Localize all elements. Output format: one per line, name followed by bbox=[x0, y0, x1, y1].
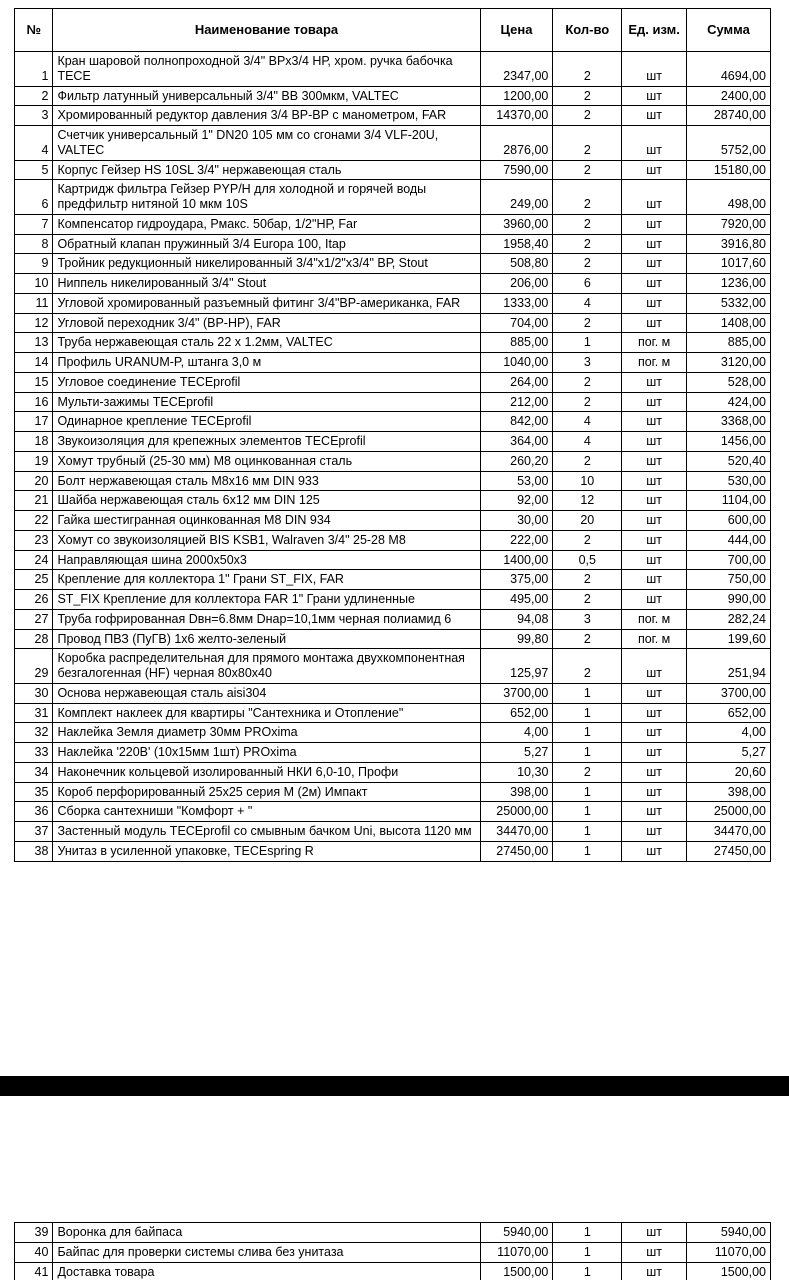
cell-number: 8 bbox=[15, 234, 53, 254]
cell-number: 9 bbox=[15, 254, 53, 274]
cell-price: 249,00 bbox=[480, 180, 553, 215]
cell-sum: 282,24 bbox=[686, 609, 770, 629]
table-row bbox=[15, 392, 771, 412]
cell-price: 1400,00 bbox=[480, 550, 553, 570]
cell-number: 1 bbox=[15, 52, 53, 87]
table-row bbox=[15, 550, 771, 570]
cell-quantity: 4 bbox=[553, 432, 622, 452]
table-row bbox=[15, 743, 771, 763]
cell-number: 24 bbox=[15, 550, 53, 570]
cell-quantity: 1 bbox=[553, 683, 622, 703]
cell-quantity: 2 bbox=[553, 451, 622, 471]
items-table-upper bbox=[14, 8, 771, 862]
table-row bbox=[15, 609, 771, 629]
cell-quantity: 2 bbox=[553, 106, 622, 126]
cell-name: Наклейка '220В' (10х15мм 1шт) PROxima bbox=[53, 743, 480, 763]
cell-sum: 1017,60 bbox=[686, 254, 770, 274]
cell-name: Провод ПВЗ (ПуГВ) 1х6 желто-зеленый bbox=[53, 629, 480, 649]
cell-unit: шт bbox=[622, 570, 687, 590]
cell-quantity: 12 bbox=[553, 491, 622, 511]
cell-unit: пог. м bbox=[622, 629, 687, 649]
cell-name: Труба гофрированная Dвн=6.8мм Dнар=10,1мм черная полиамид 6 bbox=[53, 609, 480, 629]
cell-sum: 652,00 bbox=[686, 703, 770, 723]
cell-quantity: 2 bbox=[553, 530, 622, 550]
cell-quantity: 1 bbox=[553, 333, 622, 353]
cell-unit: шт bbox=[622, 471, 687, 491]
cell-sum: 498,00 bbox=[686, 180, 770, 215]
cell-name: Фильтр латунный универсальный 3/4" ВВ 300мкм, VALTEC bbox=[53, 86, 480, 106]
cell-name: Звукоизоляция для крепежных элементов TECEprofil bbox=[53, 432, 480, 452]
cell-price: 4,00 bbox=[480, 723, 553, 743]
cell-price: 3960,00 bbox=[480, 214, 553, 234]
cell-name: Воронка для байпаса bbox=[53, 1223, 480, 1243]
cell-unit: пог. м bbox=[622, 333, 687, 353]
cell-number: 37 bbox=[15, 822, 53, 842]
cell-name: Профиль URANUM-P, штанга 3,0 м bbox=[53, 353, 480, 373]
cell-name: Коробка распределительная для прямого монтажа двухкомпонентная безгалогенная (HF) черная 80х80х40 bbox=[53, 649, 480, 684]
cell-unit: шт bbox=[622, 683, 687, 703]
cell-price: 11070,00 bbox=[480, 1242, 553, 1262]
table-row bbox=[15, 511, 771, 531]
table-row bbox=[15, 471, 771, 491]
table-row bbox=[15, 683, 771, 703]
cell-number: 3 bbox=[15, 106, 53, 126]
cell-number: 15 bbox=[15, 372, 53, 392]
cell-unit: шт bbox=[622, 313, 687, 333]
column-header-quantity: Кол-во bbox=[553, 9, 622, 52]
cell-unit: шт bbox=[622, 392, 687, 412]
cell-name: Доставка товара bbox=[53, 1262, 480, 1280]
table-row bbox=[15, 1223, 771, 1243]
column-header-sum: Сумма bbox=[686, 9, 770, 52]
cell-price: 375,00 bbox=[480, 570, 553, 590]
table-row bbox=[15, 254, 771, 274]
cell-sum: 520,40 bbox=[686, 451, 770, 471]
cell-price: 222,00 bbox=[480, 530, 553, 550]
cell-quantity: 2 bbox=[553, 52, 622, 87]
cell-quantity: 2 bbox=[553, 180, 622, 215]
cell-sum: 1104,00 bbox=[686, 491, 770, 511]
table-row bbox=[15, 180, 771, 215]
table-row bbox=[15, 530, 771, 550]
cell-price: 1200,00 bbox=[480, 86, 553, 106]
cell-quantity: 1 bbox=[553, 1242, 622, 1262]
cell-name: Тройник редукционный никелированный 3/4"х1/2"х3/4" ВР, Stout bbox=[53, 254, 480, 274]
cell-name: Наклейка Земля диаметр 30мм PROxima bbox=[53, 723, 480, 743]
cell-quantity: 2 bbox=[553, 254, 622, 274]
cell-sum: 700,00 bbox=[686, 550, 770, 570]
cell-sum: 750,00 bbox=[686, 570, 770, 590]
cell-unit: шт bbox=[622, 743, 687, 763]
cell-sum: 5332,00 bbox=[686, 293, 770, 313]
table-row bbox=[15, 1242, 771, 1262]
cell-unit: шт bbox=[622, 822, 687, 842]
cell-sum: 600,00 bbox=[686, 511, 770, 531]
cell-unit: шт bbox=[622, 451, 687, 471]
cell-price: 99,80 bbox=[480, 629, 553, 649]
cell-name: Труба нержавеющая сталь 22 х 1.2мм, VALTEC bbox=[53, 333, 480, 353]
cell-sum: 5,27 bbox=[686, 743, 770, 763]
cell-name: Гайка шестигранная оцинкованная М8 DIN 934 bbox=[53, 511, 480, 531]
cell-sum: 34470,00 bbox=[686, 822, 770, 842]
cell-name: Компенсатор гидроудара, Рмакс. 50бар, 1/2"НР, Far bbox=[53, 214, 480, 234]
cell-number: 29 bbox=[15, 649, 53, 684]
cell-price: 398,00 bbox=[480, 782, 553, 802]
cell-number: 10 bbox=[15, 274, 53, 294]
cell-unit: шт bbox=[622, 590, 687, 610]
cell-unit: шт bbox=[622, 511, 687, 531]
cell-name: Унитаз в усиленной упаковке, TECEspring R bbox=[53, 841, 480, 861]
cell-unit: шт bbox=[622, 723, 687, 743]
cell-unit: шт bbox=[622, 293, 687, 313]
cell-unit: шт bbox=[622, 432, 687, 452]
cell-sum: 199,60 bbox=[686, 629, 770, 649]
cell-name: Угловой переходник 3/4" (ВР-НР), FAR bbox=[53, 313, 480, 333]
cell-price: 508,80 bbox=[480, 254, 553, 274]
cell-unit: шт bbox=[622, 254, 687, 274]
cell-name: Наконечник кольцевой изолированный НКИ 6,0-10, Профи bbox=[53, 762, 480, 782]
cell-number: 11 bbox=[15, 293, 53, 313]
cell-sum: 530,00 bbox=[686, 471, 770, 491]
cell-number: 18 bbox=[15, 432, 53, 452]
cell-name: Крепление для коллектора 1" Грани ST_FIX, FAR bbox=[53, 570, 480, 590]
cell-sum: 5752,00 bbox=[686, 126, 770, 161]
cell-price: 260,20 bbox=[480, 451, 553, 471]
cell-number: 20 bbox=[15, 471, 53, 491]
cell-quantity: 1 bbox=[553, 743, 622, 763]
cell-quantity: 3 bbox=[553, 353, 622, 373]
cell-number: 41 bbox=[15, 1262, 53, 1280]
cell-sum: 424,00 bbox=[686, 392, 770, 412]
cell-name: Угловое соединение TECEprofil bbox=[53, 372, 480, 392]
cell-quantity: 2 bbox=[553, 629, 622, 649]
cell-price: 7590,00 bbox=[480, 160, 553, 180]
cell-name: Комплект наклеек для квартиры "Сантехника и Отопление" bbox=[53, 703, 480, 723]
table-row bbox=[15, 649, 771, 684]
cell-price: 1958,40 bbox=[480, 234, 553, 254]
cell-unit: шт bbox=[622, 703, 687, 723]
table-row bbox=[15, 333, 771, 353]
cell-name: Болт нержавеющая сталь М8х16 мм DIN 933 bbox=[53, 471, 480, 491]
table-row bbox=[15, 1262, 771, 1280]
cell-name: Короб перфорированный 25х25 серия М (2м) Импакт bbox=[53, 782, 480, 802]
cell-unit: шт bbox=[622, 214, 687, 234]
cell-sum: 4,00 bbox=[686, 723, 770, 743]
table-row bbox=[15, 703, 771, 723]
cell-number: 21 bbox=[15, 491, 53, 511]
cell-sum: 3916,80 bbox=[686, 234, 770, 254]
cell-quantity: 2 bbox=[553, 313, 622, 333]
cell-price: 27450,00 bbox=[480, 841, 553, 861]
cell-number: 34 bbox=[15, 762, 53, 782]
table-row bbox=[15, 160, 771, 180]
cell-quantity: 2 bbox=[553, 234, 622, 254]
column-header-name: Наименование товара bbox=[53, 9, 480, 52]
cell-price: 264,00 bbox=[480, 372, 553, 392]
column-header-price: Цена bbox=[480, 9, 553, 52]
cell-name: Угловой хромированный разъемный фитинг 3/4"ВР-американка, FAR bbox=[53, 293, 480, 313]
page-separator-bar bbox=[0, 1076, 789, 1096]
cell-price: 125,97 bbox=[480, 649, 553, 684]
cell-price: 885,00 bbox=[480, 333, 553, 353]
cell-price: 364,00 bbox=[480, 432, 553, 452]
cell-unit: шт bbox=[622, 372, 687, 392]
cell-quantity: 2 bbox=[553, 649, 622, 684]
table-row bbox=[15, 723, 771, 743]
cell-unit: пог. м bbox=[622, 609, 687, 629]
cell-number: 32 bbox=[15, 723, 53, 743]
cell-price: 10,30 bbox=[480, 762, 553, 782]
cell-quantity: 2 bbox=[553, 570, 622, 590]
cell-price: 212,00 bbox=[480, 392, 553, 412]
cell-quantity: 2 bbox=[553, 126, 622, 161]
cell-sum: 528,00 bbox=[686, 372, 770, 392]
cell-quantity: 2 bbox=[553, 590, 622, 610]
cell-unit: шт bbox=[622, 160, 687, 180]
cell-price: 5940,00 bbox=[480, 1223, 553, 1243]
cell-name: Обратный клапан пружинный 3/4 Europa 100, Itap bbox=[53, 234, 480, 254]
items-table-lower-wrap bbox=[14, 1222, 771, 1280]
cell-name: Кран шаровой полнопроходной 3/4" ВРх3/4 НР, хром. ручка бабочка TECE bbox=[53, 52, 480, 87]
cell-number: 19 bbox=[15, 451, 53, 471]
cell-quantity: 20 bbox=[553, 511, 622, 531]
cell-sum: 3120,00 bbox=[686, 353, 770, 373]
cell-sum: 27450,00 bbox=[686, 841, 770, 861]
cell-quantity: 1 bbox=[553, 782, 622, 802]
cell-quantity: 1 bbox=[553, 1223, 622, 1243]
cell-name: Хомут со звукоизоляцией BIS KSB1, Walraven 3/4" 25-28 М8 bbox=[53, 530, 480, 550]
cell-sum: 3700,00 bbox=[686, 683, 770, 703]
cell-sum: 7920,00 bbox=[686, 214, 770, 234]
cell-sum: 25000,00 bbox=[686, 802, 770, 822]
table-row bbox=[15, 313, 771, 333]
cell-number: 2 bbox=[15, 86, 53, 106]
cell-unit: шт bbox=[622, 841, 687, 861]
cell-unit: шт bbox=[622, 52, 687, 87]
items-table-lower bbox=[14, 1222, 771, 1280]
table-row bbox=[15, 841, 771, 861]
cell-number: 5 bbox=[15, 160, 53, 180]
cell-quantity: 6 bbox=[553, 274, 622, 294]
cell-sum: 251,94 bbox=[686, 649, 770, 684]
cell-price: 206,00 bbox=[480, 274, 553, 294]
cell-number: 35 bbox=[15, 782, 53, 802]
cell-unit: шт bbox=[622, 550, 687, 570]
cell-quantity: 2 bbox=[553, 86, 622, 106]
cell-sum: 15180,00 bbox=[686, 160, 770, 180]
cell-quantity: 3 bbox=[553, 609, 622, 629]
table-row bbox=[15, 412, 771, 432]
cell-name: Байпас для проверки системы слива без унитаза bbox=[53, 1242, 480, 1262]
cell-sum: 990,00 bbox=[686, 590, 770, 610]
cell-number: 36 bbox=[15, 802, 53, 822]
table-row bbox=[15, 451, 771, 471]
cell-sum: 3368,00 bbox=[686, 412, 770, 432]
cell-unit: шт bbox=[622, 234, 687, 254]
cell-name: Корпус Гейзер HS 10SL 3/4" нержавеющая сталь bbox=[53, 160, 480, 180]
cell-quantity: 1 bbox=[553, 822, 622, 842]
cell-sum: 1408,00 bbox=[686, 313, 770, 333]
cell-name: Счетчик универсальный 1" DN20 105 мм со сгонами 3/4 VLF-20U, VALTEC bbox=[53, 126, 480, 161]
table-row bbox=[15, 234, 771, 254]
table-row bbox=[15, 782, 771, 802]
cell-unit: шт bbox=[622, 649, 687, 684]
cell-price: 34470,00 bbox=[480, 822, 553, 842]
cell-number: 12 bbox=[15, 313, 53, 333]
cell-quantity: 1 bbox=[553, 1262, 622, 1280]
cell-unit: шт bbox=[622, 1223, 687, 1243]
cell-unit: шт bbox=[622, 530, 687, 550]
cell-quantity: 2 bbox=[553, 762, 622, 782]
cell-number: 7 bbox=[15, 214, 53, 234]
cell-price: 14370,00 bbox=[480, 106, 553, 126]
cell-name: Застенный модуль TECEprofil со смывным бачком Uni, высота 1120 мм bbox=[53, 822, 480, 842]
cell-number: 39 bbox=[15, 1223, 53, 1243]
cell-sum: 1236,00 bbox=[686, 274, 770, 294]
cell-number: 4 bbox=[15, 126, 53, 161]
cell-unit: шт bbox=[622, 274, 687, 294]
cell-quantity: 4 bbox=[553, 412, 622, 432]
table-row bbox=[15, 762, 771, 782]
column-header-number: № bbox=[15, 9, 53, 52]
cell-quantity: 0,5 bbox=[553, 550, 622, 570]
cell-sum: 20,60 bbox=[686, 762, 770, 782]
cell-quantity: 2 bbox=[553, 160, 622, 180]
cell-number: 33 bbox=[15, 743, 53, 763]
cell-number: 31 bbox=[15, 703, 53, 723]
cell-unit: шт bbox=[622, 802, 687, 822]
cell-quantity: 1 bbox=[553, 703, 622, 723]
cell-unit: шт bbox=[622, 762, 687, 782]
cell-unit: шт bbox=[622, 412, 687, 432]
cell-number: 30 bbox=[15, 683, 53, 703]
column-header-unit: Ед. изм. bbox=[622, 9, 687, 52]
cell-name: Ниппель никелированный 3/4" Stout bbox=[53, 274, 480, 294]
cell-number: 25 bbox=[15, 570, 53, 590]
table-row bbox=[15, 274, 771, 294]
cell-unit: шт bbox=[622, 126, 687, 161]
cell-price: 842,00 bbox=[480, 412, 553, 432]
cell-sum: 1500,00 bbox=[686, 1262, 770, 1280]
cell-unit: шт bbox=[622, 491, 687, 511]
cell-number: 17 bbox=[15, 412, 53, 432]
cell-number: 14 bbox=[15, 353, 53, 373]
cell-name: Направляющая шина 2000х50х3 bbox=[53, 550, 480, 570]
cell-name: Основа нержавеющая сталь aisi304 bbox=[53, 683, 480, 703]
table-row bbox=[15, 432, 771, 452]
cell-number: 23 bbox=[15, 530, 53, 550]
cell-name: ST_FIX Крепление для коллектора FAR 1" Грани удлиненные bbox=[53, 590, 480, 610]
cell-number: 16 bbox=[15, 392, 53, 412]
cell-unit: шт bbox=[622, 86, 687, 106]
cell-quantity: 1 bbox=[553, 841, 622, 861]
table-row bbox=[15, 353, 771, 373]
table-row bbox=[15, 590, 771, 610]
cell-price: 25000,00 bbox=[480, 802, 553, 822]
cell-sum: 4694,00 bbox=[686, 52, 770, 87]
cell-unit: пог. м bbox=[622, 353, 687, 373]
cell-price: 1333,00 bbox=[480, 293, 553, 313]
cell-sum: 885,00 bbox=[686, 333, 770, 353]
cell-name: Мульти-зажимы TECEprofil bbox=[53, 392, 480, 412]
cell-quantity: 2 bbox=[553, 372, 622, 392]
table-row bbox=[15, 293, 771, 313]
table-row bbox=[15, 106, 771, 126]
cell-price: 704,00 bbox=[480, 313, 553, 333]
cell-sum: 398,00 bbox=[686, 782, 770, 802]
cell-unit: шт bbox=[622, 106, 687, 126]
cell-sum: 11070,00 bbox=[686, 1242, 770, 1262]
cell-sum: 5940,00 bbox=[686, 1223, 770, 1243]
cell-price: 2347,00 bbox=[480, 52, 553, 87]
cell-price: 30,00 bbox=[480, 511, 553, 531]
table-row bbox=[15, 372, 771, 392]
cell-name: Одинарное крепление TECEprofil bbox=[53, 412, 480, 432]
cell-number: 27 bbox=[15, 609, 53, 629]
cell-name: Шайба нержавеющая сталь 6х12 мм DIN 125 bbox=[53, 491, 480, 511]
cell-quantity: 2 bbox=[553, 214, 622, 234]
table-row bbox=[15, 491, 771, 511]
table-row bbox=[15, 86, 771, 106]
cell-name: Хомут трубный (25-30 мм) М8 оцинкованная сталь bbox=[53, 451, 480, 471]
table-row bbox=[15, 214, 771, 234]
cell-number: 13 bbox=[15, 333, 53, 353]
cell-unit: шт bbox=[622, 782, 687, 802]
cell-number: 6 bbox=[15, 180, 53, 215]
cell-number: 22 bbox=[15, 511, 53, 531]
cell-sum: 444,00 bbox=[686, 530, 770, 550]
table-header-row bbox=[15, 9, 771, 52]
cell-unit: шт bbox=[622, 1242, 687, 1262]
cell-price: 1500,00 bbox=[480, 1262, 553, 1280]
cell-price: 53,00 bbox=[480, 471, 553, 491]
table-row bbox=[15, 52, 771, 87]
cell-sum: 2400,00 bbox=[686, 86, 770, 106]
cell-number: 38 bbox=[15, 841, 53, 861]
table-row bbox=[15, 570, 771, 590]
cell-quantity: 10 bbox=[553, 471, 622, 491]
cell-unit: шт bbox=[622, 180, 687, 215]
cell-name: Хромированный редуктор давления 3/4 ВР-ВР с манометром, FAR bbox=[53, 106, 480, 126]
cell-quantity: 4 bbox=[553, 293, 622, 313]
cell-price: 652,00 bbox=[480, 703, 553, 723]
cell-sum: 28740,00 bbox=[686, 106, 770, 126]
cell-quantity: 2 bbox=[553, 392, 622, 412]
cell-price: 1040,00 bbox=[480, 353, 553, 373]
cell-quantity: 1 bbox=[553, 802, 622, 822]
cell-price: 2876,00 bbox=[480, 126, 553, 161]
cell-number: 40 bbox=[15, 1242, 53, 1262]
table-row bbox=[15, 126, 771, 161]
table-row bbox=[15, 802, 771, 822]
cell-number: 26 bbox=[15, 590, 53, 610]
cell-price: 92,00 bbox=[480, 491, 553, 511]
cell-quantity: 1 bbox=[553, 723, 622, 743]
cell-unit: шт bbox=[622, 1262, 687, 1280]
cell-price: 495,00 bbox=[480, 590, 553, 610]
cell-price: 94,08 bbox=[480, 609, 553, 629]
cell-price: 5,27 bbox=[480, 743, 553, 763]
cell-number: 28 bbox=[15, 629, 53, 649]
cell-name: Картридж фильтра Гейзер PYP/H для холодной и горячей воды предфильтр нитяной 10 мкм 10S bbox=[53, 180, 480, 215]
cell-sum: 1456,00 bbox=[686, 432, 770, 452]
cell-price: 3700,00 bbox=[480, 683, 553, 703]
cell-name: Сборка сантехниши "Комфорт + " bbox=[53, 802, 480, 822]
table-row bbox=[15, 822, 771, 842]
table-row bbox=[15, 629, 771, 649]
